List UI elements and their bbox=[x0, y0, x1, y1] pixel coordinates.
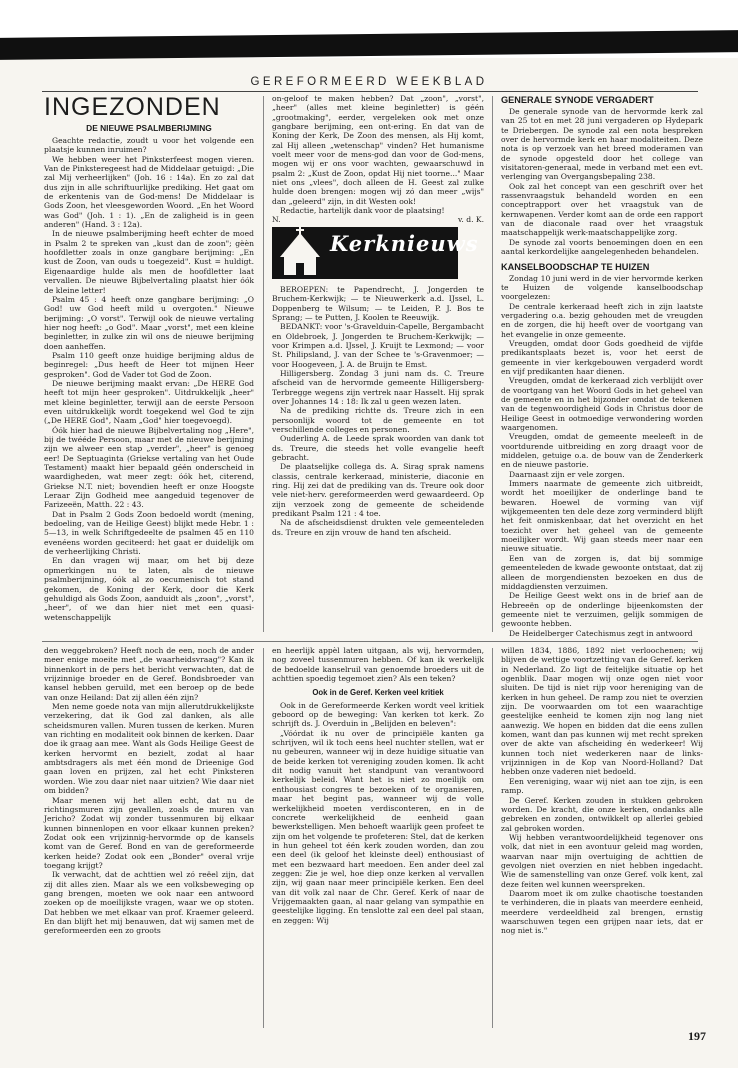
paragraph: De Heilige Geest wekt ons in de brief aan de Hebreeën op de onderlinge bijeenkomsten der gemeente niet te verzuimen, gelijk sommigen de gewoonte hebben. bbox=[501, 591, 703, 629]
lower-middle-body bbox=[272, 701, 484, 925]
paragraph: Geachte redactie, zoudt u voor het volgende een plaatsje kunnen inruimen? bbox=[44, 136, 254, 155]
paragraph: De generale synode van de hervormde kerk zal van 25 tot en met 28 juni vergaderen op Hydepark te Driebergen. De synode zal een nota bespreken over de hervormde kerk en haar modaliteiten. Deze nota is op verzoek van het breed moderamen van de synode opgesteld door het college van visitatoren-generaal, mede in verband met een evt. verlenging van Overgangsbepaling 238. bbox=[501, 107, 703, 182]
lower-right-body bbox=[501, 646, 703, 936]
header-rule bbox=[42, 91, 698, 92]
paragraph: den weggebroken? Heeft noch de een, noch de ander meer enige moeite met „de waarheidsvraag"? Kan ik binnenkort in de pers het bericht verwachten, dat de vrijzinnige broeder en de Geref. Bondsbroeder van kansel hebben geruild, met een beroep op de bede van onze Heiland: Dat zij allen één zijn? bbox=[44, 646, 254, 702]
lower-left-column bbox=[44, 646, 254, 936]
paragraph: De plaatselijke collega ds. A. Sirag sprak namens classis, centrale kerkeraad, ministerie, diaconie en ring. Hij zei dat de prediking van ds. Treure ook door vele niet-herv. gereformeerden werd gewaardeerd. Op zijn verzoek zong de gemeente de scheidende predikant Psalm 121 : 4 toe. bbox=[272, 462, 484, 519]
synode-title: GENERALE SYNODE VERGADERT bbox=[501, 95, 654, 105]
paragraph: Immers naarmate de gemeente zich uitbreidt, wordt het moeilijker de onderlinge band te bewaren. Hoewel de vorming van vijf wijkgemeenten ten dele deze zorg verminderd blijft het feit onmiskenbaar, dat het overzicht en het toezicht over het geheel van de gemeente moeilijker wordt. Wij gaan steeds meer naar een nieuwe situatie. bbox=[501, 479, 703, 554]
paragraph: „Vóórdat ik nu over de principiële kanten ga schrijven, wil ik toch eens heel nuchter stellen, wat er nu gebeuren, wanneer wij in deze huidige situatie van de beide kerken tot vereniging zouden komen. Ik acht dit nodig vanuit het standpunt van verantwoord kerkelijk beleid. Want het is niet zo moeilijk om enthousiast congres te bezoeken of te organiseren, maar het begint pas, wanneer wij de volle werkelijkheid moeten verdisconteren, en in de concrete werkelijkheid de eenheid gaan bewerkstelligen. Men behoeft waarlijk geen profeet te zijn om het volgende te profeteren: Stel, dat de kerken in hun geheel tot één kerk zouden worden, dan zou een deel (ik geloof het kleinste deel) enthousiast of met een bezwaard hart meedoen. Een ander deel zal zeggen: Zie je wel, hoe diep onze kerken al vervallen zijn, wij gaan naar meer principiële kerken. Een deel van dit volk zal naar de Chr. Geref. Kerk of naar de Vrijgemaakten gaan, al naar gelang van sympathie en geestelijke ligging. En tenslotte zal een deel pal staan, en zeggen: Wij bbox=[272, 728, 484, 925]
paragraph: Daarom moet ik om zulke chaotische toestanden te verhinderen, die in plaats van meerdere eenheid, meerdere verdeeldheid zal brengen, ernstig waarschuwen tegen een grijpen naar iets, dat er nog niet is." bbox=[501, 888, 703, 936]
column-divider bbox=[263, 648, 264, 1028]
paragraph: De Geref. Kerken zouden in stukken gebroken worden. De kracht, die onze kerken, ondanks alle gebreken en zonden, ontwikkelt op allerlei gebied zal gebroken worden. bbox=[501, 795, 703, 833]
paragraph: on-geloof te maken hebben? Dat „zoon", „vorst", „heer" (alles met kleine beginletter) is géén „grootmaking", eerder, vergeleken ook met onze gangbare berijming, een ont-ering. En dat van de Koning der Kerk, De Zoon des mensen, als Hij komt, zal Hij alleen „wetenschap" vinden? Het humanisme voelt meer voor de mens-god dan voor de God-mens, mogen wij er ons voor wachten, gewaarschuwd in psalm 2: „Kust de Zoon, opdat Hij niet toorne..." Maar niet ons „vlees", doch alleen de H. Geest zal zulke hulde doen brengen: mogen wij zó dan meer „wijs" dan „geleerd" zijn, in dit Westen ook! bbox=[272, 94, 484, 206]
page-number: 197 bbox=[688, 1029, 706, 1043]
paragraph: Óók hier had de nieuwe Bijbelvertaling nog „Here", bij de twééde Persoon, maar met de nieuwe berijming zijn we alweer een stap „verder", „heer" is genoeg eer! De Septuaginta (Griekse vertaling van het Oude Testament) maakt hier bepaald géén onderscheid in waardigheden, wat meer zegt: óók het, citerend, Griekse N.T. niet; bovendien heeft er onze Hoogste Leraar Zijn Godheid mee aangeduid tegenover de Farizeeën, Matth. 22 : 43. bbox=[44, 425, 254, 510]
lower-right-column bbox=[501, 646, 703, 936]
signature-line bbox=[272, 215, 484, 224]
paragraph: En dan vragen wij maar, om het bij deze opmerkingen nu te laten, als de nieuwe psalmberijming, óók al zo oecumenisch tot stand gekomen, de Koning der Kerk, door die Kerk gehuldigd als Gods Zoon, aanduidt als „zoon", „vorst", „heer", of we dan hier niet met een quasi-wetenschappelijk bbox=[44, 556, 254, 622]
ingezonden-body bbox=[44, 136, 254, 622]
page-top-edge bbox=[0, 0, 738, 58]
continuation-body bbox=[272, 94, 484, 215]
synode-body bbox=[501, 107, 703, 257]
paragraph: De centrale kerkeraad heeft zich in zijn laatste vergadering o.a. bezig gehouden met de vreugden en de zorgen, die hij heeft over de voortgang van het evangelie in onze gemeente. bbox=[501, 301, 703, 339]
signature-left: N. bbox=[272, 215, 281, 225]
column-divider bbox=[492, 96, 493, 632]
paragraph: willen 1834, 1886, 1892 niet verloochenen; wij blijven de wettige voortzetting van de Geref. kerken in Nederland. Zo ligt de feitelijke situatie op het ogenblik. Daar mogen wij onze ogen niet voor sluiten. De tijd is niet rijp voor hereniging van de kerken in hun geheel. De ramp zou niet te overzien zijn. De voorwaarden om tot een waarachtige geestelijke eenheid te komen zijn nog lang niet aanwezig. We hopen en bidden dat die eens zullen komen, want dan pas kunnen wij met recht spreken over de akte van afscheiding én wederkeer! Wij kunnen toch niet wederkeren naar de links-vrijzinnigen in de Kop van Noord-Holland? Dat hebben onze vaderen niet bedoeld. bbox=[501, 646, 703, 777]
lower-middle-column bbox=[272, 646, 484, 925]
paragraph: De synode zal voorts benoemingen doen en een aantal kerkordelijke aangelegenheden behandelen. bbox=[501, 237, 703, 257]
paragraph: De nieuwe berijming maakt ervan: „De HERE God heeft tot mijn heer gesproken". Uitdrukkelijk „heer" met kleine beginletter, terwijl aan de eerste Persoon even uitdrukkelijk wordt toegekend wel God te zijn („De HERE God", Naam „God" hier toegevoegd). bbox=[44, 378, 254, 426]
column-divider bbox=[492, 648, 493, 1028]
church-icon bbox=[274, 227, 330, 279]
lower-left-body bbox=[44, 646, 254, 936]
ingezonden-column bbox=[44, 94, 254, 622]
middle-column bbox=[272, 94, 484, 537]
paragraph: Daarnaast zijn er vele zorgen. bbox=[509, 469, 625, 479]
right-column bbox=[501, 94, 703, 638]
paragraph: Psalm 110 geeft onze huidige berijming aldus de beginregel: „Dus heeft de Heer tot mijnen Heer gesproken". God de Vader tot God de Zoon. bbox=[44, 350, 254, 379]
paragraph: Vreugden, omdat de kerkeraad zich verblijdt over de voortgang van het Woord Gods in het geheel van de gemeente en in het bijzonder omdat de tekenen van de tegenwoordigheid Gods in Christus door de Heilige Geest in ootmoedige verwondering worden waargenomen. bbox=[501, 376, 703, 432]
paragraph: Men neme goede nota van mijn allerutdrukkelijkste verzekering, dat ik God zal danken, als alle scheidsmuren vallen. Muren tussen de kerken. Muren van richting en modaliteit ook binnen de kerken. Daar doe ik graag aan mee. Want als Gods Heilige Geest de kerken hervormt en bezielt, zodat al haar ambtsdragers als met één mond de Drieenige God gaan loven en prijzen, zal het echt Pinksteren worden. Wie zou daar niet naar uitzien? Wie daar niet om bidden? bbox=[44, 702, 254, 796]
paragraph: Psalm 45 : 4 heeft onze gangbare berijming: „O God! uw God heeft mild u overgoten." Nieuwe berijming: „O vorst". Terwijl ook de nieuwe vertaling hier nog heeft: „o God". Maar „vorst", met een kleine beginletter, in zulke zin wil ons de nieuwe berijming doen aanheffen. bbox=[44, 294, 254, 351]
kanselboodschap-title: KANSELBOODSCHAP TE HUIZEN bbox=[501, 261, 650, 272]
paragraph: Hilligersberg. Zondag 3 juni nam ds. C. Treure afscheid van de hervormde gemeente Hilligersberg-Terbregge wegens zijn vertrek naar Hasselt. Hij sprak over Johannes 14 : 18: Ik zal u geen wezen laten. bbox=[272, 368, 484, 406]
paragraph: Ouderling A. de Leede sprak woorden van dank tot ds. Treure, die steeds het volle evangelie heeft gebracht. bbox=[272, 434, 484, 462]
paragraph: Een van de zorgen is, dat bij sommige gemeenteleden de kwade gewoonte ontstaat, dat zij alleen de morgendiensten bezoeken en dus de middagdiensten verzuimen. bbox=[501, 553, 703, 591]
paragraph: Dat in Psalm 2 Gods Zoon bedoeld wordt (mening, bedoeling, van de Heilige Geest) blijkt mede Hebr. 1 : 5—13, in welk Schriftgedeelte de psalmen 45 en 110 evenéens worden geciteerd: het gaat er duidelijk om de verheerlijking Christi. bbox=[44, 509, 254, 557]
paragraph: Na de prediking richtte ds. Treure zich in een persoonlijk woord tot de gemeente en tot verschillende colleges en personen. bbox=[272, 406, 484, 434]
paragraph: Ik verwacht, dat de achttien wel zó reëel zijn, dat zij dit alles zien. Maar als we een volksbeweging op gang brengen, moeten we ook naar een antwoord zoeken op de moeilijkste vragen, waar we op stoten. Dat hebben we met elkaar van prof. Kraemer geleerd. En dan blijft het mij benauwen, dat wij samen met de gereformeerden een zo groots bbox=[44, 870, 254, 936]
kerknieuws-body bbox=[272, 285, 484, 537]
paragraph: Ook zal het concept van een geschrift over het rassenvraagstuk behandeld worden en een conceptrapport over het vraagstuk van de kernwapenen. Verder komt aan de orde een rapport van de diaconale raad over het vraagstuk maatschappelijk werk-maatschappelijke zorg. bbox=[501, 181, 703, 238]
paragraph: BEROEPEN: te Papendrecht, J. Jongerden te Bruchem-Kerkwijk; — te Nieuwerkerk a.d. IJssel, L. Doppenberg te Wilsum; — te Leiden, P. J. Bos te Sprang; — te Putten, J. Koolen te Reeuwijk. bbox=[272, 284, 484, 322]
black-edge-strip bbox=[0, 30, 738, 60]
signature-right: v. d. K. bbox=[458, 215, 484, 225]
paragraph: Wij hebben verantwoordelijkheid tegenover ons volk, dat niet in een avontuur geleid mag worden, waarvan naar mijn overtuiging de achttien de gevolgen niet overzien en niet hebben ingedacht. Wie de samenstelling van onze Geref. volk kent, zal deze feiten wel kunnen weerspreken. bbox=[501, 832, 703, 889]
paragraph: De Heidelberger Catechismus zegt in antwoord bbox=[509, 628, 693, 638]
section-rule bbox=[42, 641, 698, 642]
paragraph: Vreugden, omdat door Gods goedheid de vijfde predikantsplaats bezet is, voor het eerst de gemeente in vier kerkgebouwen vergaderd wordt en vijf predikanten haar dienen. bbox=[501, 338, 703, 376]
lower-middle-intro: en heerlijk appèl laten uitgaan, als wij, hervormden, nog zoveel tussenmuren hebben. Of kan ik werkelijk de bedoelde kanselruil van genoemde broeders uit de achttien spoedig tegemoet zien? Als een teken? bbox=[272, 646, 484, 684]
paragraph: Zondag 10 juni werd in de vier hervormde kerken te Huizen de volgende kanselboodschap voorgelezen: bbox=[501, 273, 703, 302]
paragraph: We hebben weer het Pinksterfeest mogen vieren. Van de Pinksteregeest had de Middelaar getuigd: „Die zal Mij verheerlijken" (Joh. 16 : 14a). En zo zal dat dus zijn in alle schriftuurlijke prediking. Het gaat om de erkentenis van de God-mens! De Middelaar is Gods Zoon, het vleesgeworden Woord. „En het Woord was God" (Joh. 1 : 1). „En de zaligheid is in geen anderen" (Hand. 3 : 12a). bbox=[44, 154, 254, 230]
paragraph: Een vereniging, waar wij niet aan toe zijn, is een ramp. bbox=[501, 776, 703, 796]
publication-header: GEREFORMEERD WEEKBLAD bbox=[250, 76, 488, 88]
paragraph: Redactie, hartelijk dank voor de plaatsing! bbox=[280, 206, 445, 216]
column-divider bbox=[263, 96, 264, 632]
paragraph: Na de afscheidsdienst drukten vele gemeenteleden ds. Treure en zijn vrouw de hand ten afscheid. bbox=[272, 518, 484, 537]
ingezonden-subtitle: DE NIEUWE PSALMBERIJMING bbox=[86, 123, 212, 133]
kerknieuws-logo bbox=[272, 227, 479, 279]
paragraph: Ook in de Gereformeerde Kerken wordt veel kritiek geboord op de beweging: Van kerken tot kerk. Zo schrijft ds. J. Overduin in „Belijden en beleven": bbox=[272, 700, 484, 729]
paragraph: Vreugden, omdat de gemeente meeleeft in de voortdurende uitbreiding en zorg draagt voor de middelen, getuige o.a. de bouw van de Zenderkerk en de nieuwe pastorie. bbox=[501, 432, 703, 470]
kerknieuws-logo-text: Kerknieuws bbox=[330, 230, 479, 256]
kanselboodschap-body bbox=[501, 274, 703, 638]
paragraph: In de nieuwe psalmberijming heeft echter de moed in Psalm 2 te spreken van „kust dan de zoon"; gèèn hoofdletter zoals in onze gangbare berijming: „En kust de Zoon, van ouds u toegezeid". Kust = huldigt. Eigenaardige hulde als men de hoofdletter laat vervallen. De nieuwe Bijbelvertaling plaatst hier óók de kleine letter! bbox=[44, 229, 254, 295]
paragraph: BEDANKT: voor 's-Gravelduin-Capelle, Bergambacht en Oldebroek, J. Jongerden te Bruchem-Kerkwijk; — voor Krimpen a.d. IJssel, J. Kruijt te Lexmond; — voor St. Philipsland, J. van der Schee te 's-Gravenmoer; — voor Hoogeveen, J. A. de Bruijn te Emst. bbox=[272, 322, 484, 369]
ingezonden-title: INGEZONDEN bbox=[44, 93, 221, 121]
paragraph: Maar menen wij het allen echt, dat nu de richtingsmuren zijn gevallen, zoals de muren van Jericho? Zodat wij zonder tussenmuren bij elkaar kunnen binnenlopen en voor elkaar kunnen preken? Zodat ook een vrijzinnig-hervormde op de kansels komt van de Geref. Bond en van de gereformeerde kerken heide? Zodat ook een „Bonder" overal vrije toegang krijgt? bbox=[44, 795, 254, 870]
geref-kritiek-title: Ook in de Geref. Kerken veel kritiek bbox=[312, 688, 444, 698]
